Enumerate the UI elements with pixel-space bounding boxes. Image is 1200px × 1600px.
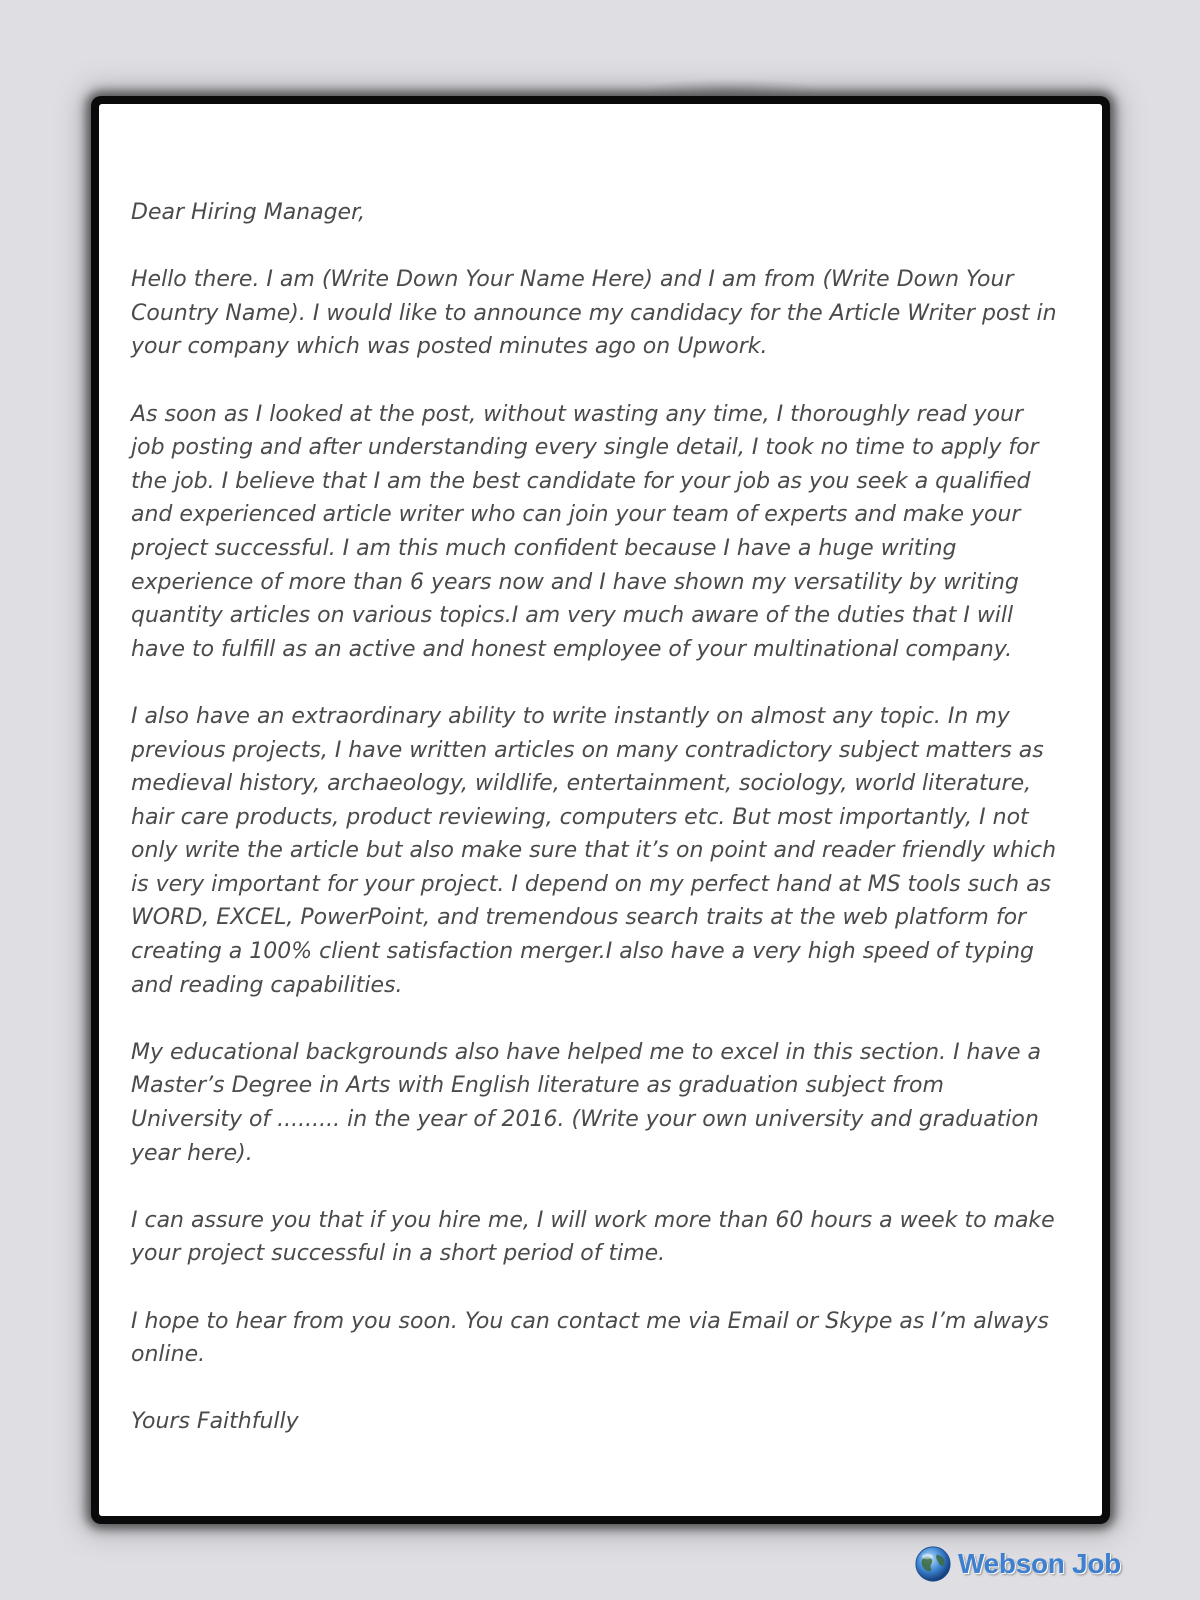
paragraph-commitment: I can assure you that if you hire me, I will work more than 60 hours a week to make your project successful in a short period of time. <box>131 1207 1055 1267</box>
webson-job-logo <box>914 1542 1121 1586</box>
paragraph-experience: As soon as I looked at the post, without wasting any time, I thoroughly read your job posting and after understanding every single detail, I took no time to apply for the job. I believe that I am the best candidate for your job as you seek a qualified and experienced article writer who can join your team of experts and make your project successful. I am this much confident because I have a huge writing experience of more than 6 years now and I have shown my versatility by writing quantity articles on various topics.I am very much aware of the duties that I will have to fulfill as an active and honest employee of your multinational company. <box>131 401 1039 662</box>
letter-page <box>99 104 1102 1516</box>
paragraph-intro: Hello there. I am (Write Down Your Name Here) and I am from (Write Down Your Country Name). I would like to announce my candidacy for the Article Writer post in your company which was posted minutes ago on Upwork. <box>131 267 1057 360</box>
letter-frame <box>91 96 1110 1524</box>
brand-name: Webson Job <box>958 1548 1121 1579</box>
globe-icon <box>914 1545 952 1583</box>
paragraph-skills: I also have an extraordinary ability to write instantly on almost any topic. In my previous projects, I have written articles on many contradictory subject matters as medieval history, archaeology, wildlife, entertainment, sociology, world literature, hair care products, product reviewing, computers etc. But most importantly, I not only write the article but also make sure that it’s on point and reader friendly which is very important for your project. I depend on my perfect hand at MS tools such as WORD, EXCEL, PowerPoint, and tremendous search traits at the web platform for creating a 100% client satisfaction merger.I also have a very high speed of typing and reading capabilities. <box>131 703 1057 998</box>
paragraph-contact: I hope to hear from you soon. You can contact me via Email or Skype as I’m always online. <box>131 1308 1049 1368</box>
salutation: Dear Hiring Manager, <box>131 200 366 225</box>
letter-body <box>131 196 1061 1473</box>
closing: Yours Faithfully <box>131 1409 299 1435</box>
paragraph-education: My educational backgrounds also have helped me to excel in this section. I have a Master’s Degree in Arts with English literature as graduation subject from University of ......... in the year of 2016. (Write your own university and graduation year here). <box>131 1039 1042 1166</box>
